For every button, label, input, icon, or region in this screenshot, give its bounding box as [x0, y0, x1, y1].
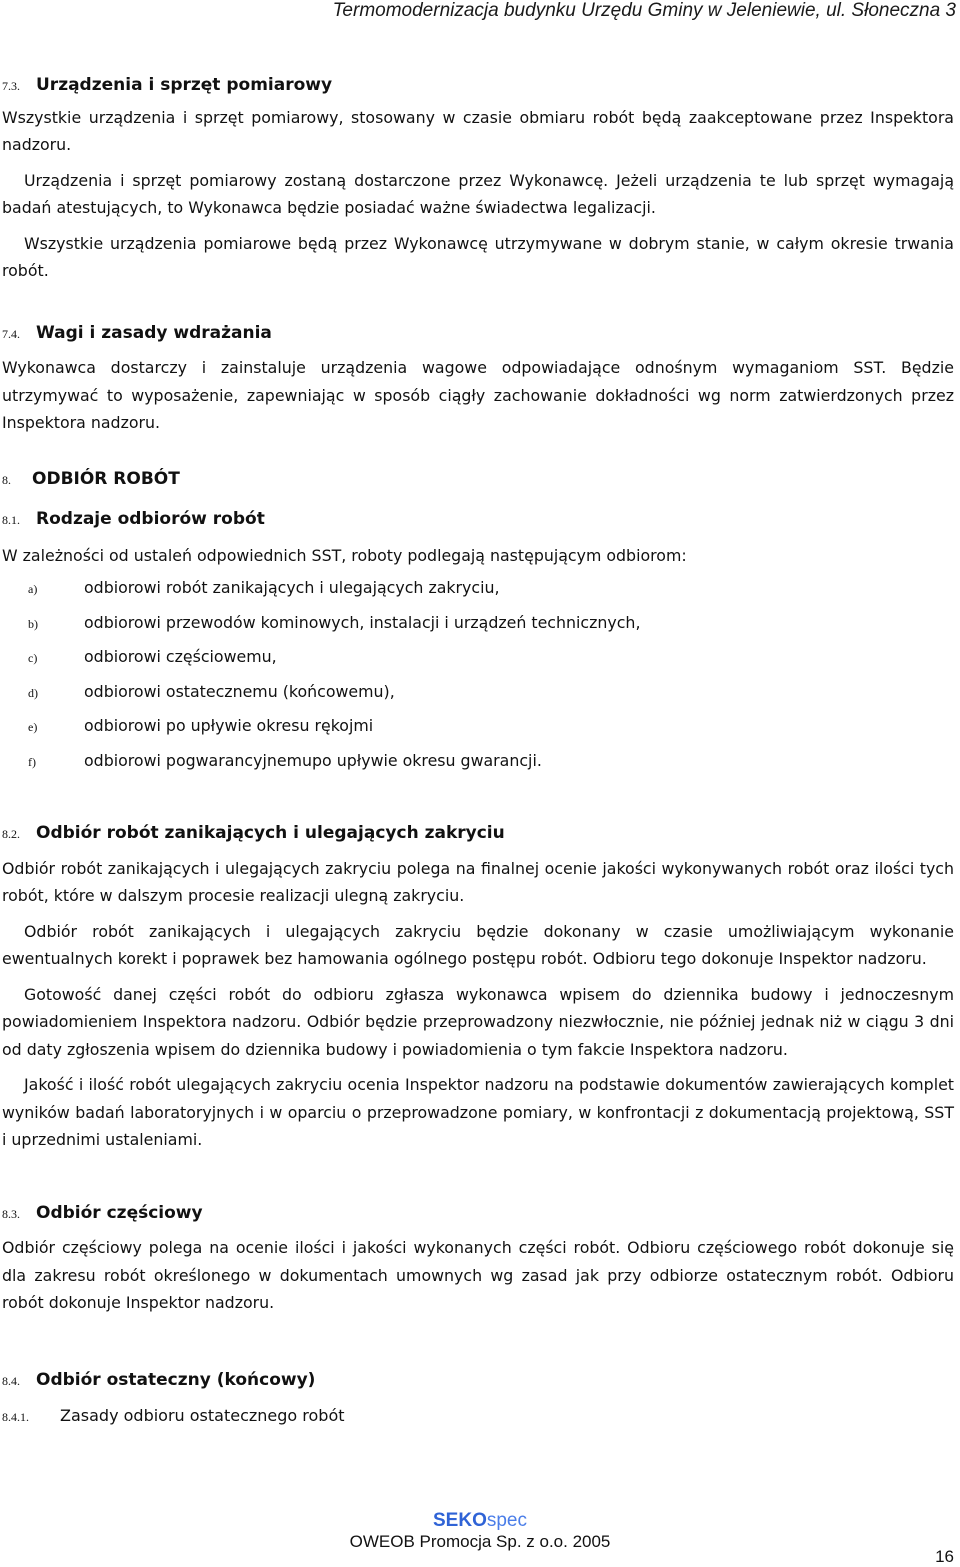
section-title: Zasady odbioru ostatecznego robót: [60, 1406, 345, 1425]
paragraph: Jakość i ilość robót ulegających zakryciu ocenia Inspektor nadzoru na podstawie dokumentów zawierających komplet wyników badań laboratoryjnych i w oparciu o przeprowadzone pomiary, w konfrontacji z dokumentacją projektową, SST i uprzednimi ustaleniami.: [2, 1075, 954, 1149]
acceptance-types-list: [2, 571, 954, 778]
document-body: [2, 72, 954, 1432]
section-number: 8.4.1.: [2, 1410, 29, 1424]
list-item: [2, 744, 954, 779]
list-item-text: odbiorowi po upływie okresu rękojmi: [84, 716, 374, 735]
list-marker: b): [28, 616, 38, 631]
section-number: 7.3.: [2, 79, 20, 93]
section-title: Wagi i zasady wdrażania: [36, 322, 272, 343]
list-item-text: odbiorowi pogwarancyjnemupo upływie okresu gwarancji.: [84, 750, 542, 770]
list-item: [2, 709, 954, 744]
section-number: 8.: [2, 472, 11, 487]
section-8-4-heading: [2, 1367, 954, 1396]
section-number: 8.2.: [2, 827, 20, 841]
section-7-4-heading: [2, 320, 954, 349]
section-8-1-heading: [2, 506, 954, 535]
list-marker: d): [28, 685, 38, 700]
section-title: ODBIÓR ROBÓT: [32, 468, 180, 489]
paragraph: Odbiór robót zanikających i ulegających zakryciu będzie dokonany w czasie umożliwiającym wykonanie ewentualnych korekt i poprawek bez hamowania ogólnego postępu robót. Odbioru tego dokonuje Inspektor nadzoru.: [2, 921, 954, 968]
list-item: [2, 606, 954, 641]
section-title: Odbiór robót zanikających i ulegających zakryciu: [36, 823, 505, 843]
list-item-text: odbiorowi przewodów kominowych, instalacji i urządzeń technicznych,: [84, 612, 641, 632]
list-marker: a): [28, 582, 38, 596]
section-title: Odbiór częściowy: [36, 1202, 203, 1223]
paragraph: Odbiór częściowy polega na ocenie ilości i jakości wykonanych części robót. Odbioru częściowego robót dokonuje się dla zakresu robót określonego w dokumentach umownych wg zasad jak przy odbiorze ostatecznym robót. Odbioru robót dokonuje Inspektor nadzoru.: [2, 1238, 954, 1312]
running-header: Termomodernizacja budynku Urzędu Gminy w Jeleniewie, ul. Słoneczna 3: [332, 0, 956, 21]
section-8-4-1-heading: [2, 1402, 954, 1432]
list-item: [2, 640, 954, 675]
paragraph: Wykonawca dostarczy i zainstaluje urządzenia wagowe odpowiadające odnośnym wymaganiom SST. Będzie utrzymywać to wyposażenie, zapewniając w sposób ciągły zachowanie dokładności wg norm zatwierdzonych przez Inspektora nadzoru.: [2, 358, 954, 432]
list-marker: e): [28, 720, 38, 734]
section-number: 8.1.: [2, 513, 20, 527]
section-8-heading: [2, 466, 954, 495]
paragraph: W zależności od ustaleń odpowiednich SST, roboty podlegają następującym odbiorom:: [2, 545, 687, 565]
list-marker: c): [28, 651, 38, 665]
list-marker: f): [28, 754, 36, 769]
paragraph: Wszystkie urządzenia pomiarowe będą przez Wykonawcę utrzymywane w dobrym stanie, w całym okresie trwania robót.: [2, 233, 954, 280]
logo-bold-part: SEKO: [433, 1510, 487, 1531]
list-item: [2, 571, 954, 606]
logo-light-part: spec: [486, 1510, 527, 1531]
footer-company: OWEOB Promocja Sp. z o.o. 2005: [349, 1532, 611, 1551]
section-8-3-heading: [2, 1200, 954, 1229]
section-8-2-heading: [2, 820, 954, 849]
section-number: 8.4.: [2, 1373, 20, 1388]
list-item-text: odbiorowi robót zanikających i ulegających zakryciu,: [84, 578, 500, 597]
section-number: 7.4.: [2, 326, 20, 341]
paragraph: Gotowość danej części robót do odbioru zgłasza wykonawca wpisem do dziennika budowy i jednoczesnym powiadomieniem Inspektora nadzoru. Odbiór będzie przeprowadzony niezwłocznie, nie później jednak niż w ciągu 3 dni od daty zgłoszenia wpisem do dziennika budowy i powiadomienia o tym fakcie Inspektora nadzoru.: [2, 984, 954, 1059]
sekospec-logo: [0, 1510, 960, 1532]
section-title: Urządzenia i sprzęt pomiarowy: [36, 75, 333, 95]
list-item-text: odbiorowi częściowemu,: [84, 647, 277, 666]
page-number: 16: [935, 1547, 954, 1566]
paragraph: Odbiór robót zanikających i ulegających zakryciu polega na finalnej ocenie jakości wykonywanych robót oraz ilości tych robót, które w dalszym procesie realizacji ulegną zakryciu.: [2, 858, 954, 905]
list-item-text: odbiorowi ostatecznemu (końcowemu),: [84, 681, 395, 701]
paragraph: Wszystkie urządzenia i sprzęt pomiarowy, stosowany w czasie obmiaru robót będą zaakceptowane przez Inspektora nadzoru.: [2, 107, 954, 154]
section-title: Rodzaje odbiorów robót: [36, 509, 265, 529]
list-item: [2, 675, 954, 710]
paragraph: Urządzenia i sprzęt pomiarowy zostaną dostarczone przez Wykonawcę. Jeżeli urządzenia te lub sprzęt wymagają badań atestujących, to Wykonawca będzie posiadać ważne świadectwa legalizacji.: [2, 170, 954, 217]
section-7-3-heading: [2, 72, 954, 101]
section-title: Odbiór ostateczny (końcowy): [36, 1369, 316, 1390]
section-number: 8.3.: [2, 1206, 20, 1221]
